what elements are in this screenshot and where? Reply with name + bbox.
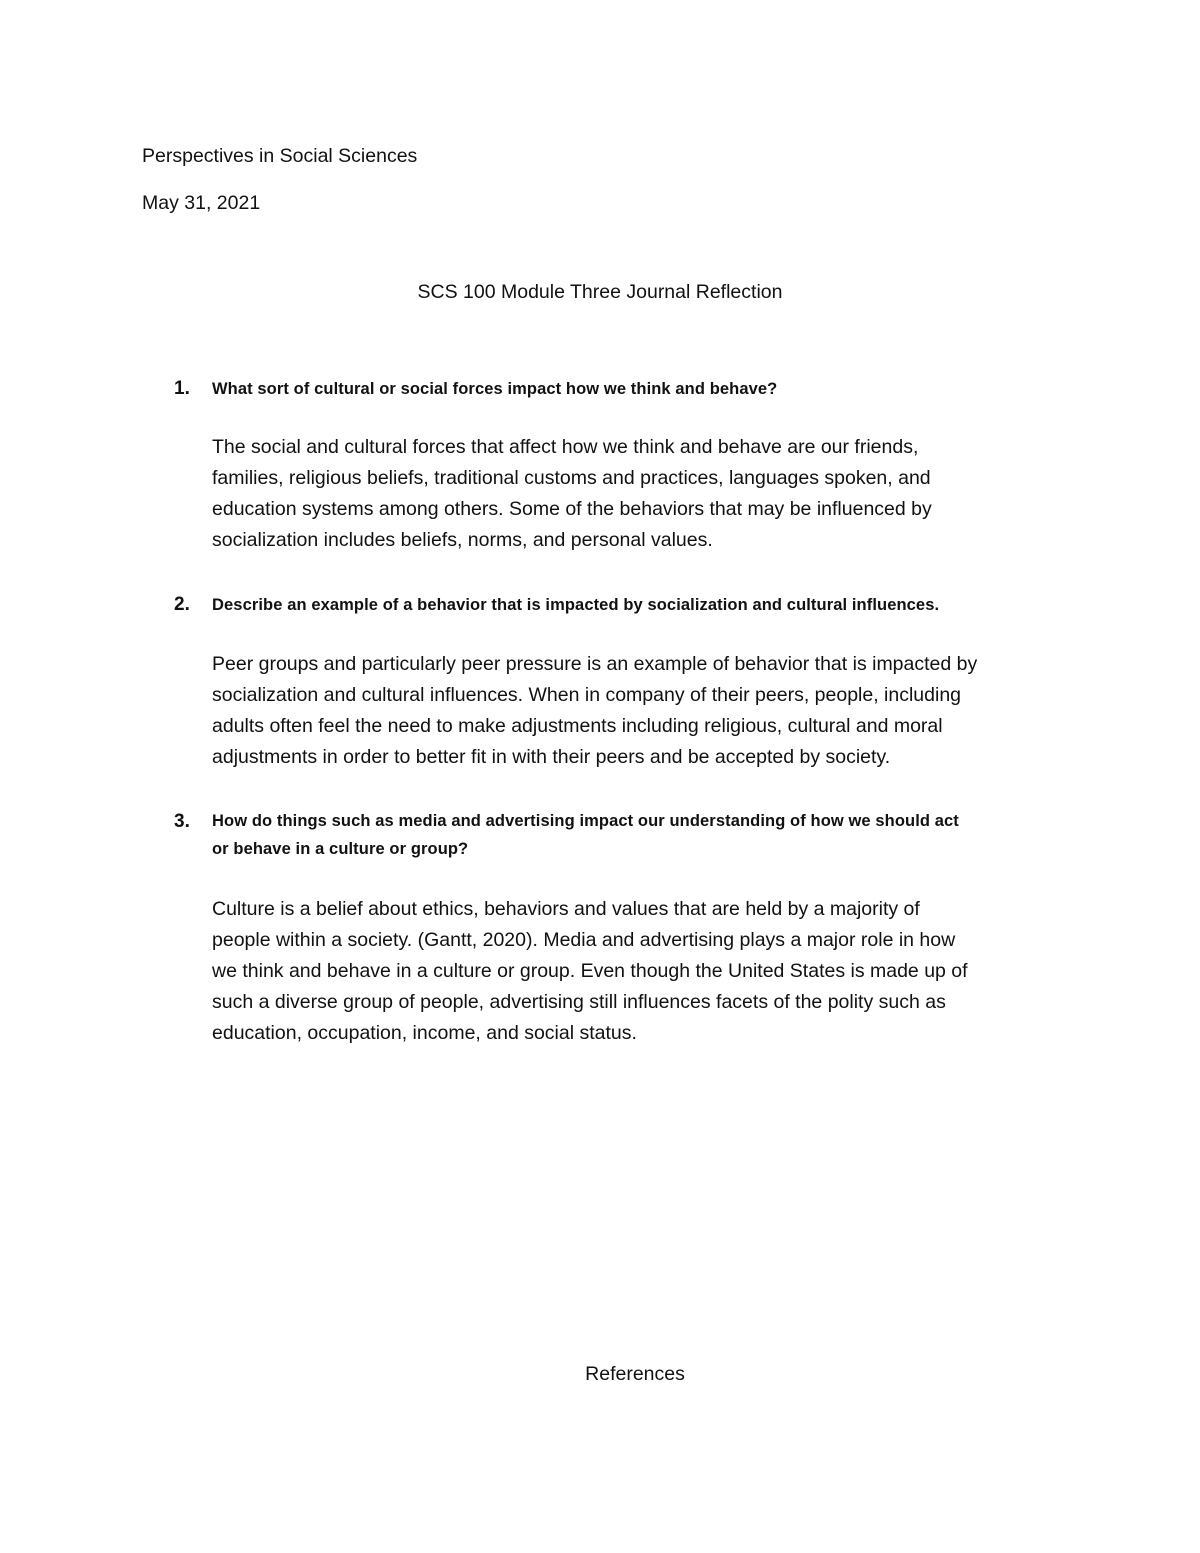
question-line: How do things such as media and advertising impact our understanding of how we should act [212,812,959,830]
question-number: 1. [174,378,190,399]
course-name: Perspectives in Social Sciences [142,145,418,167]
answer-line: education, occupation, income, and social status. [212,1022,637,1044]
answer-line: Peer groups and particularly peer pressure is an example of behavior that is impacted by [212,653,978,675]
question-line: or behave in a culture or group? [212,840,469,858]
document-title: SCS 100 Module Three Journal Reflection [417,281,783,303]
answer-line: socialization and cultural influences. When in company of their peers, people, including [212,684,962,706]
answer-line: socialization includes beliefs, norms, and personal values. [212,529,713,551]
answer-line: adults often feel the need to make adjustments including religious, cultural and moral [212,715,943,737]
question-text [212,807,1072,863]
question-line: Describe an example of a behavior that is impacted by socialization and cultural influences. [212,596,940,614]
answer-paragraph [212,432,1072,556]
answer-paragraph [212,894,1072,1049]
references-heading: References [585,1363,685,1385]
answer-line: Culture is a belief about ethics, behaviors and values that are held by a majority of [212,898,920,920]
question-number: 3. [174,811,190,832]
answer-line: families, religious beliefs, traditional customs and practices, languages spoken, and [212,467,931,489]
answer-line: education systems among others. Some of the behaviors that may be influenced by [212,498,932,520]
answer-line: people within a society. (Gantt, 2020). Media and advertising plays a major role in how [212,929,956,951]
question-number: 2. [174,594,190,615]
answer-line: we think and behave in a culture or group. Even though the United States is made up of [212,960,968,982]
question-text [212,375,1072,403]
answer-line: adjustments in order to better fit in with their peers and be accepted by society. [212,746,891,768]
question-text [212,591,1072,619]
answer-line: such a diverse group of people, advertising still influences facets of the polity such as [212,991,946,1013]
answer-paragraph [212,649,1072,773]
answer-line: The social and cultural forces that affect how we think and behave are our friends, [212,436,919,458]
question-line: What sort of cultural or social forces impact how we think and behave? [212,380,778,398]
document-date: May 31, 2021 [142,192,261,214]
